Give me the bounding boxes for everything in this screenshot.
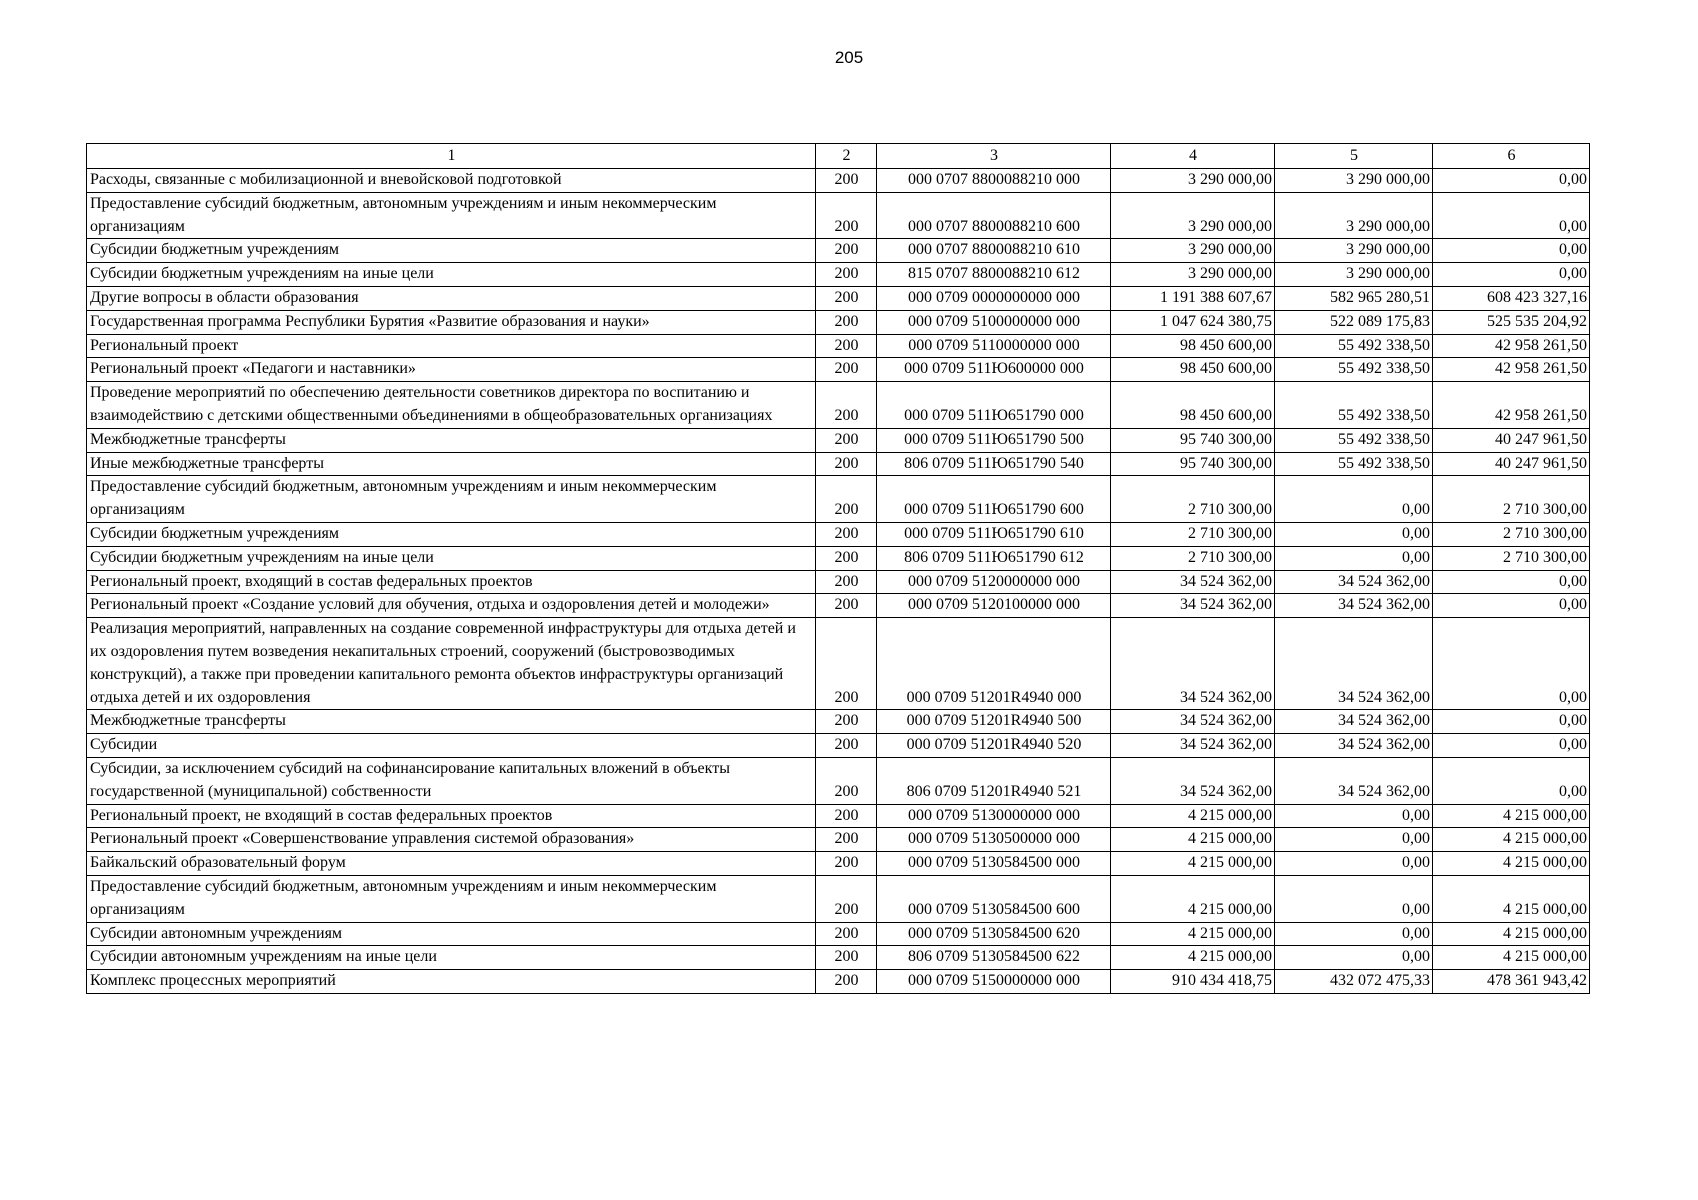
table-row [87, 970, 1590, 994]
row-code-cell: 000 0709 51201R4940 000 [877, 618, 1111, 710]
header-cell-amount-3: 6 [1433, 144, 1590, 169]
row-name-cell: Предоставление субсидий бюджетным, автономным учреждениям и иным некоммерческим организациям [87, 192, 816, 239]
row-rz-cell: 200 [816, 757, 877, 804]
table-row [87, 570, 1590, 594]
row-code-cell: 000 0709 5130500000 000 [877, 828, 1111, 852]
row-code-cell: 000 0707 8800088210 610 [877, 239, 1111, 263]
row-amount-3-cell: 0,00 [1433, 757, 1590, 804]
row-amount-1-cell: 3 290 000,00 [1111, 192, 1275, 239]
header-cell-name: 1 [87, 144, 816, 169]
row-amount-2-cell: 0,00 [1275, 852, 1433, 876]
row-name-cell: Субсидии бюджетным учреждениям на иные цели [87, 546, 816, 570]
row-name-cell: Другие вопросы в области образования [87, 286, 816, 310]
table-row [87, 852, 1590, 876]
row-name-cell: Межбюджетные трансферты [87, 710, 816, 734]
row-name-cell: Иные межбюджетные трансферты [87, 452, 816, 476]
header-cell-amount-2: 5 [1275, 144, 1433, 169]
table-row [87, 734, 1590, 758]
row-name-cell: Субсидии бюджетным учреждениям на иные цели [87, 263, 816, 287]
row-name-cell: Межбюджетные трансферты [87, 428, 816, 452]
row-name-cell: Байкальский образовательный форум [87, 852, 816, 876]
row-amount-3-cell: 2 710 300,00 [1433, 476, 1590, 523]
row-amount-3-cell: 42 958 261,50 [1433, 358, 1590, 382]
row-rz-cell: 200 [816, 946, 877, 970]
row-amount-3-cell: 0,00 [1433, 618, 1590, 710]
row-code-cell: 000 0709 5130584500 620 [877, 922, 1111, 946]
row-name-cell: Региональный проект «Совершенствование управления системой образования» [87, 828, 816, 852]
page-number: 205 [834, 48, 864, 67]
row-name-cell: Субсидии автономным учреждениям на иные цели [87, 946, 816, 970]
row-amount-2-cell: 3 290 000,00 [1275, 263, 1433, 287]
row-amount-1-cell: 3 290 000,00 [1111, 263, 1275, 287]
row-code-cell: 806 0709 5130584500 622 [877, 946, 1111, 970]
row-amount-1-cell: 34 524 362,00 [1111, 570, 1275, 594]
row-amount-3-cell: 4 215 000,00 [1433, 946, 1590, 970]
row-amount-2-cell: 0,00 [1275, 804, 1433, 828]
row-code-cell: 000 0709 511Ю651790 000 [877, 382, 1111, 429]
row-code-cell: 815 0707 8800088210 612 [877, 263, 1111, 287]
row-rz-cell: 200 [816, 358, 877, 382]
row-amount-3-cell: 40 247 961,50 [1433, 428, 1590, 452]
row-name-cell: Предоставление субсидий бюджетным, автономным учреждениям и иным некоммерческим организациям [87, 875, 816, 922]
row-rz-cell: 200 [816, 522, 877, 546]
row-rz-cell: 200 [816, 334, 877, 358]
row-code-cell: 000 0709 0000000000 000 [877, 286, 1111, 310]
row-name-cell: Субсидии [87, 734, 816, 758]
table-row [87, 358, 1590, 382]
row-amount-1-cell: 4 215 000,00 [1111, 828, 1275, 852]
row-amount-3-cell: 0,00 [1433, 192, 1590, 239]
row-amount-3-cell: 525 535 204,92 [1433, 310, 1590, 334]
budget-table [86, 143, 1590, 994]
row-rz-cell: 200 [816, 618, 877, 710]
row-amount-3-cell: 2 710 300,00 [1433, 522, 1590, 546]
row-rz-cell: 200 [816, 310, 877, 334]
row-amount-1-cell: 1 047 624 380,75 [1111, 310, 1275, 334]
row-name-cell: Субсидии бюджетным учреждениям [87, 522, 816, 546]
table-row [87, 710, 1590, 734]
row-amount-2-cell: 432 072 475,33 [1275, 970, 1433, 994]
table-row [87, 192, 1590, 239]
row-code-cell: 000 0709 511Ю651790 600 [877, 476, 1111, 523]
table-row [87, 263, 1590, 287]
row-amount-1-cell: 4 215 000,00 [1111, 875, 1275, 922]
row-amount-2-cell: 34 524 362,00 [1275, 594, 1433, 618]
row-code-cell: 000 0709 5130000000 000 [877, 804, 1111, 828]
row-amount-3-cell: 0,00 [1433, 734, 1590, 758]
row-rz-cell: 200 [816, 594, 877, 618]
row-code-cell: 000 0709 511Ю600000 000 [877, 358, 1111, 382]
row-code-cell: 000 0709 51201R4940 500 [877, 710, 1111, 734]
row-amount-3-cell: 0,00 [1433, 239, 1590, 263]
row-name-cell: Реализация мероприятий, направленных на создание современной инфраструктуры для отдыха детей и их оздоровления путем возведения некапитальных строений, сооружений (быстровозводимых конструкций), а также при проведении капитального ремонта объектов инфраструктуры организаций отдыха детей и их оздоровления [87, 618, 816, 710]
row-amount-2-cell: 522 089 175,83 [1275, 310, 1433, 334]
row-rz-cell: 200 [816, 169, 877, 193]
table-row [87, 546, 1590, 570]
row-code-cell: 000 0709 511Ю651790 610 [877, 522, 1111, 546]
row-rz-cell: 200 [816, 804, 877, 828]
row-amount-3-cell: 2 710 300,00 [1433, 546, 1590, 570]
table-row [87, 169, 1590, 193]
row-code-cell: 000 0709 51201R4940 520 [877, 734, 1111, 758]
table-row [87, 594, 1590, 618]
row-rz-cell: 200 [816, 286, 877, 310]
row-amount-2-cell: 0,00 [1275, 946, 1433, 970]
row-amount-1-cell: 4 215 000,00 [1111, 852, 1275, 876]
row-rz-cell: 200 [816, 734, 877, 758]
row-name-cell: Расходы, связанные с мобилизационной и вневойсковой подготовкой [87, 169, 816, 193]
table-header [87, 144, 1590, 169]
row-amount-1-cell: 2 710 300,00 [1111, 522, 1275, 546]
row-amount-1-cell: 34 524 362,00 [1111, 618, 1275, 710]
row-code-cell: 000 0709 5110000000 000 [877, 334, 1111, 358]
table-row [87, 452, 1590, 476]
row-code-cell: 806 0709 511Ю651790 540 [877, 452, 1111, 476]
header-cell-code: 3 [877, 144, 1111, 169]
row-rz-cell: 200 [816, 710, 877, 734]
row-amount-1-cell: 95 740 300,00 [1111, 428, 1275, 452]
header-cell-amount-1: 4 [1111, 144, 1275, 169]
row-name-cell: Субсидии автономным учреждениям [87, 922, 816, 946]
row-amount-2-cell: 34 524 362,00 [1275, 618, 1433, 710]
row-amount-1-cell: 2 710 300,00 [1111, 546, 1275, 570]
row-amount-3-cell: 0,00 [1433, 169, 1590, 193]
row-amount-1-cell: 2 710 300,00 [1111, 476, 1275, 523]
row-amount-2-cell: 0,00 [1275, 875, 1433, 922]
row-rz-cell: 200 [816, 852, 877, 876]
row-rz-cell: 200 [816, 263, 877, 287]
row-amount-2-cell: 0,00 [1275, 476, 1433, 523]
row-amount-2-cell: 34 524 362,00 [1275, 570, 1433, 594]
row-name-cell: Предоставление субсидий бюджетным, автономным учреждениям и иным некоммерческим организациям [87, 476, 816, 523]
row-amount-3-cell: 4 215 000,00 [1433, 804, 1590, 828]
row-amount-1-cell: 1 191 388 607,67 [1111, 286, 1275, 310]
row-amount-3-cell: 42 958 261,50 [1433, 334, 1590, 358]
row-amount-2-cell: 55 492 338,50 [1275, 334, 1433, 358]
row-amount-2-cell: 0,00 [1275, 828, 1433, 852]
table-row [87, 922, 1590, 946]
row-amount-1-cell: 34 524 362,00 [1111, 594, 1275, 618]
table-row [87, 239, 1590, 263]
table-row [87, 828, 1590, 852]
row-amount-1-cell: 98 450 600,00 [1111, 382, 1275, 429]
table-row [87, 875, 1590, 922]
row-amount-2-cell: 34 524 362,00 [1275, 710, 1433, 734]
table-row [87, 382, 1590, 429]
row-amount-3-cell: 0,00 [1433, 710, 1590, 734]
row-code-cell: 000 0707 8800088210 000 [877, 169, 1111, 193]
row-name-cell: Государственная программа Республики Бурятия «Развитие образования и науки» [87, 310, 816, 334]
row-amount-2-cell: 55 492 338,50 [1275, 382, 1433, 429]
row-amount-2-cell: 34 524 362,00 [1275, 734, 1433, 758]
row-amount-3-cell: 4 215 000,00 [1433, 922, 1590, 946]
table-row [87, 286, 1590, 310]
row-amount-2-cell: 582 965 280,51 [1275, 286, 1433, 310]
row-amount-1-cell: 4 215 000,00 [1111, 946, 1275, 970]
row-rz-cell: 200 [816, 428, 877, 452]
table-row [87, 618, 1590, 710]
row-rz-cell: 200 [816, 546, 877, 570]
row-rz-cell: 200 [816, 922, 877, 946]
row-amount-2-cell: 0,00 [1275, 522, 1433, 546]
row-code-cell: 000 0709 511Ю651790 500 [877, 428, 1111, 452]
row-name-cell: Региональный проект «Педагоги и наставники» [87, 358, 816, 382]
row-name-cell: Субсидии, за исключением субсидий на софинансирование капитальных вложений в объекты государственной (муниципальной) собственности [87, 757, 816, 804]
header-cell-rz: 2 [816, 144, 877, 169]
row-amount-3-cell: 608 423 327,16 [1433, 286, 1590, 310]
row-rz-cell: 200 [816, 192, 877, 239]
row-name-cell: Региональный проект, входящий в состав федеральных проектов [87, 570, 816, 594]
row-amount-2-cell: 0,00 [1275, 922, 1433, 946]
row-rz-cell: 200 [816, 382, 877, 429]
row-amount-2-cell: 55 492 338,50 [1275, 452, 1433, 476]
row-rz-cell: 200 [816, 476, 877, 523]
table-row [87, 522, 1590, 546]
row-amount-1-cell: 98 450 600,00 [1111, 358, 1275, 382]
row-code-cell: 000 0707 8800088210 600 [877, 192, 1111, 239]
row-amount-2-cell: 55 492 338,50 [1275, 428, 1433, 452]
table-row [87, 428, 1590, 452]
row-code-cell: 000 0709 5120100000 000 [877, 594, 1111, 618]
table-row [87, 310, 1590, 334]
table-row [87, 946, 1590, 970]
row-amount-1-cell: 34 524 362,00 [1111, 710, 1275, 734]
row-rz-cell: 200 [816, 452, 877, 476]
table-row [87, 476, 1590, 523]
row-amount-3-cell: 40 247 961,50 [1433, 452, 1590, 476]
row-name-cell: Комплекс процессных мероприятий [87, 970, 816, 994]
row-code-cell: 000 0709 5120000000 000 [877, 570, 1111, 594]
row-amount-2-cell: 34 524 362,00 [1275, 757, 1433, 804]
table-row [87, 757, 1590, 804]
row-amount-1-cell: 4 215 000,00 [1111, 804, 1275, 828]
row-code-cell: 000 0709 5150000000 000 [877, 970, 1111, 994]
row-amount-2-cell: 55 492 338,50 [1275, 358, 1433, 382]
row-code-cell: 000 0709 5100000000 000 [877, 310, 1111, 334]
row-rz-cell: 200 [816, 970, 877, 994]
row-code-cell: 806 0709 51201R4940 521 [877, 757, 1111, 804]
row-amount-3-cell: 4 215 000,00 [1433, 875, 1590, 922]
row-rz-cell: 200 [816, 570, 877, 594]
table-row [87, 804, 1590, 828]
row-amount-2-cell: 3 290 000,00 [1275, 192, 1433, 239]
row-amount-3-cell: 478 361 943,42 [1433, 970, 1590, 994]
row-amount-1-cell: 95 740 300,00 [1111, 452, 1275, 476]
row-amount-3-cell: 0,00 [1433, 570, 1590, 594]
row-amount-3-cell: 4 215 000,00 [1433, 828, 1590, 852]
row-amount-3-cell: 0,00 [1433, 263, 1590, 287]
row-amount-2-cell: 3 290 000,00 [1275, 239, 1433, 263]
row-amount-3-cell: 0,00 [1433, 594, 1590, 618]
row-code-cell: 806 0709 511Ю651790 612 [877, 546, 1111, 570]
row-amount-1-cell: 98 450 600,00 [1111, 334, 1275, 358]
row-amount-3-cell: 42 958 261,50 [1433, 382, 1590, 429]
row-name-cell: Региональный проект [87, 334, 816, 358]
header-row [87, 144, 1590, 169]
table-body [87, 169, 1590, 994]
row-name-cell: Проведение мероприятий по обеспечению деятельности советников директора по воспитанию и взаимодействию с детскими общественными объединениями в общеобразовательных организациях [87, 382, 816, 429]
row-amount-3-cell: 4 215 000,00 [1433, 852, 1590, 876]
row-amount-1-cell: 34 524 362,00 [1111, 734, 1275, 758]
row-amount-1-cell: 34 524 362,00 [1111, 757, 1275, 804]
row-amount-2-cell: 3 290 000,00 [1275, 169, 1433, 193]
row-amount-1-cell: 3 290 000,00 [1111, 239, 1275, 263]
row-rz-cell: 200 [816, 828, 877, 852]
row-rz-cell: 200 [816, 239, 877, 263]
row-rz-cell: 200 [816, 875, 877, 922]
table-row [87, 334, 1590, 358]
row-code-cell: 000 0709 5130584500 000 [877, 852, 1111, 876]
row-name-cell: Региональный проект, не входящий в состав федеральных проектов [87, 804, 816, 828]
row-amount-2-cell: 0,00 [1275, 546, 1433, 570]
row-amount-1-cell: 4 215 000,00 [1111, 922, 1275, 946]
row-name-cell: Субсидии бюджетным учреждениям [87, 239, 816, 263]
row-amount-1-cell: 910 434 418,75 [1111, 970, 1275, 994]
row-name-cell: Региональный проект «Создание условий для обучения, отдыха и оздоровления детей и молодежи» [87, 594, 816, 618]
row-code-cell: 000 0709 5130584500 600 [877, 875, 1111, 922]
row-amount-1-cell: 3 290 000,00 [1111, 169, 1275, 193]
